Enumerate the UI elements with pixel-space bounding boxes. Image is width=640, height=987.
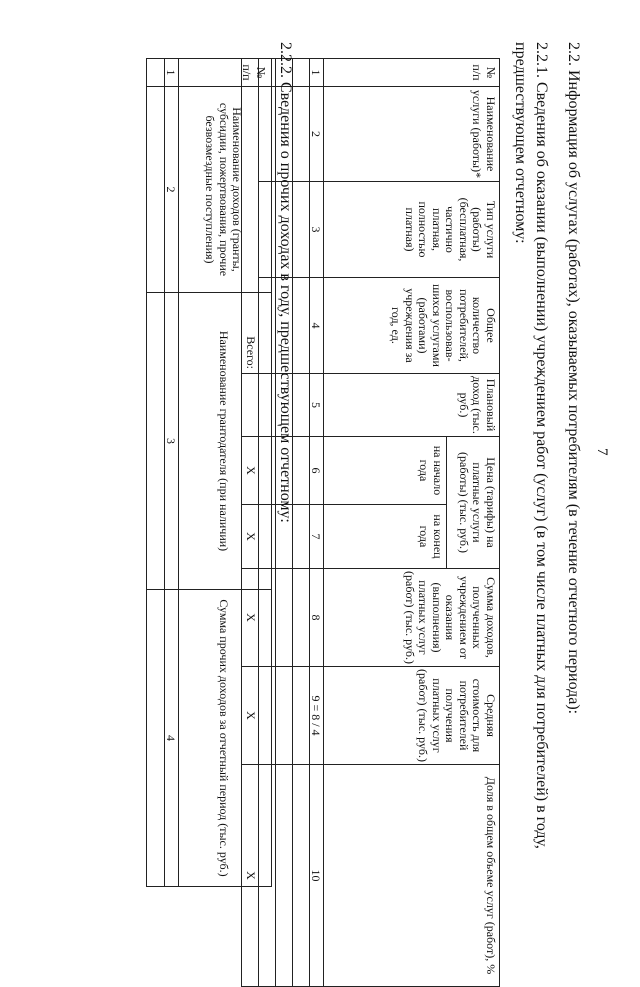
page-number: 7 <box>594 448 610 456</box>
colnum-2: 2 <box>165 87 179 293</box>
section-heading-2-2-1: 2.2.1. Сведения об оказании (выполнении) учреждением работ (услуг) (в том числе платных для потребителей) в году, предшествующем отчетному: <box>512 42 550 849</box>
column-numbers-row <box>310 59 324 987</box>
section-heading-2-2-2: 2.2.2. Сведения о прочих доходах в году, предшествующем отчетному: <box>277 42 294 523</box>
cross-mark: Х <box>242 765 259 987</box>
colnum-6: 6 <box>310 437 324 505</box>
other-income-table <box>146 58 272 887</box>
colnum-8: 8 <box>310 569 324 667</box>
colnum-3: 3 <box>165 293 179 590</box>
cross-mark: Х <box>242 505 259 569</box>
colnum-1: 1 <box>165 59 179 87</box>
colnum-4: 4 <box>165 590 179 887</box>
header-price-start: на начало года <box>324 437 447 505</box>
header-price: Цена (тарифы) на платные услуги (работы) (тыс. руб.) <box>447 437 500 569</box>
header-consumers-count: Общее количество потребителей, воспользовав-шихся услугами (работами) учреждения за год, ед. <box>324 278 500 374</box>
cross-mark: Х <box>242 437 259 505</box>
header-income-sum: Сумма прочих доходов за отчетный период (тыс. руб.) <box>179 590 272 887</box>
header-income-sum: Сумма доходов, полученных учреждением от оказания (выполнения) платных услуг (работ) (тыс. руб.) <box>324 569 500 667</box>
colnum-4: 4 <box>310 278 324 374</box>
header-share: Доля в общем объеме услуг (работ), % <box>324 765 500 987</box>
column-numbers-row <box>165 59 179 887</box>
services-table-header <box>447 59 500 987</box>
income-table-header <box>179 59 272 887</box>
colnum-1: 1 <box>310 59 324 87</box>
colnum-2: 2 <box>310 87 324 182</box>
header-average-cost: Средняя стоимость для потребителей получения платных услуг (работ) (тыс. руб.) <box>324 667 500 765</box>
colnum-7: 7 <box>310 505 324 569</box>
cross-mark: Х <box>242 569 259 667</box>
colnum-9: 9 = 8 / 4 <box>310 667 324 765</box>
header-grantor: Наименование грантодателя (при наличии) <box>179 293 272 590</box>
table-row <box>293 59 310 987</box>
header-planned-income: Плановый доход (тыс. руб.) <box>324 374 500 437</box>
colnum-5: 5 <box>310 374 324 437</box>
table-row <box>147 59 165 887</box>
header-price-end: на конец года <box>324 505 447 569</box>
header-number: № п/п <box>324 59 500 87</box>
colnum-3: 3 <box>310 182 324 278</box>
header-number: № п/п <box>179 59 272 87</box>
cross-mark: Х <box>242 667 259 765</box>
total-label: Всего: <box>242 59 259 374</box>
header-service-name: Наименование услуги (работы)* <box>324 87 500 182</box>
section-heading-2-2: 2.2. Информация об услугах (работах), оказываемых потребителям (в течение отчетного периода): <box>565 42 582 715</box>
header-income-name: Наименование доходов (гранты, субсидии, пожертвования, прочие безвозмездные поступления) <box>179 87 272 293</box>
colnum-10: 10 <box>310 765 324 987</box>
header-service-type: Тип услуги (работы) (бесплатная, частично платная, полностью платная) <box>324 182 500 278</box>
